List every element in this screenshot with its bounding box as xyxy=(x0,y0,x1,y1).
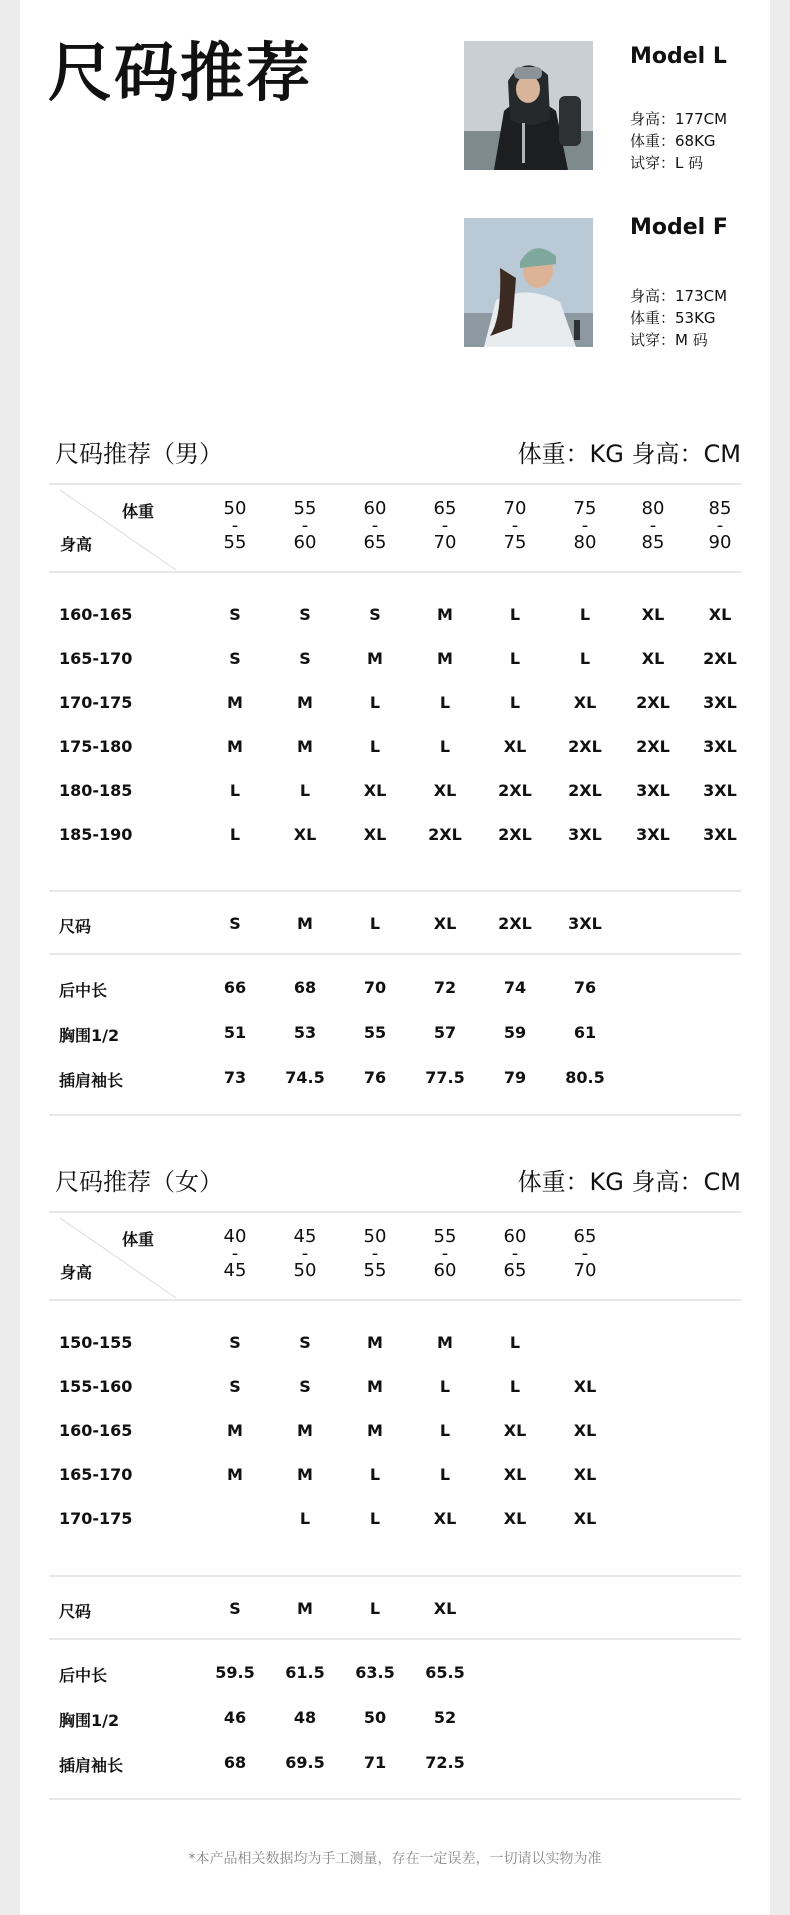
size-cell: M xyxy=(367,649,383,668)
women-measure-label: 胸围1/2 xyxy=(59,1711,120,1730)
men-row-height: 185-190 xyxy=(59,825,133,844)
weight-top: 85 xyxy=(708,498,732,519)
measure-size-header: XL xyxy=(433,1599,457,1618)
model-f-name: Model F xyxy=(630,215,728,240)
measure-size-header: L xyxy=(369,1599,381,1618)
weight-top: 65 xyxy=(573,1226,597,1247)
size-cell: M xyxy=(367,1333,383,1352)
model-f-weight: 体重：53KG xyxy=(630,309,716,327)
size-cell: XL xyxy=(573,1465,597,1484)
men-weight-range xyxy=(504,500,527,551)
men-units: 体重：KG 身高：CM xyxy=(517,440,741,468)
size-cell: M xyxy=(437,605,453,624)
size-cell: 2XL xyxy=(568,781,602,800)
size-cell: 3XL xyxy=(568,825,602,844)
men-weight-range xyxy=(364,500,387,551)
size-cell: L xyxy=(509,1333,521,1352)
women-weight-range xyxy=(574,1228,597,1279)
men-weight-range xyxy=(224,500,247,551)
women-divider-header xyxy=(49,1299,741,1301)
measure-value: 74.5 xyxy=(285,1068,325,1087)
men-divider-top xyxy=(49,483,741,485)
size-cell: 2XL xyxy=(636,693,670,712)
weight-bottom: 90 xyxy=(708,532,732,553)
measure-value: 79 xyxy=(503,1068,527,1087)
weight-dash: - xyxy=(371,515,379,536)
size-cell: 3XL xyxy=(636,781,670,800)
weight-dash: - xyxy=(581,515,589,536)
weight-dash: - xyxy=(371,1243,379,1264)
weight-bottom: 65 xyxy=(363,532,387,553)
model-l-fit: 试穿：L 码 xyxy=(630,154,704,172)
men-row-height: 160-165 xyxy=(59,605,133,624)
size-cell: XL xyxy=(503,737,527,756)
size-cell: L xyxy=(579,649,591,668)
size-cell: S xyxy=(229,1333,241,1352)
model-l-name: Model L xyxy=(630,44,727,69)
weight-dash: - xyxy=(231,515,239,536)
size-cell: M xyxy=(297,1421,313,1440)
size-cell: L xyxy=(579,605,591,624)
size-cell: L xyxy=(439,1465,451,1484)
size-cell: M xyxy=(437,1333,453,1352)
size-cell: L xyxy=(369,693,381,712)
model-f-fit: 试穿：M 码 xyxy=(630,331,708,349)
size-cell: L xyxy=(439,693,451,712)
size-cell: L xyxy=(509,693,521,712)
measure-value: 74 xyxy=(503,978,527,997)
weight-top: 60 xyxy=(503,1226,527,1247)
weight-bottom: 65 xyxy=(503,1260,527,1281)
size-cell: XL xyxy=(363,825,387,844)
weight-top: 50 xyxy=(223,498,247,519)
size-cell: M xyxy=(227,1421,243,1440)
women-row-height: 150-155 xyxy=(59,1333,133,1352)
women-row-height: 165-170 xyxy=(59,1465,133,1484)
weight-dash: - xyxy=(301,1243,309,1264)
women-row-height: 160-165 xyxy=(59,1421,133,1440)
weight-bottom: 70 xyxy=(573,1260,597,1281)
size-cell: S xyxy=(229,605,241,624)
weight-top: 70 xyxy=(503,498,527,519)
men-measure-label: 插肩袖长 xyxy=(59,1071,124,1090)
weight-top: 75 xyxy=(573,498,597,519)
size-cell: XL xyxy=(433,1509,457,1528)
size-cell: 3XL xyxy=(703,737,737,756)
women-divider-measure xyxy=(49,1638,741,1640)
size-cell: XL xyxy=(433,781,457,800)
women-row-height: 170-175 xyxy=(59,1509,133,1528)
size-cell: S xyxy=(229,1377,241,1396)
weight-bottom: 85 xyxy=(641,532,665,553)
size-cell: XL xyxy=(641,649,665,668)
weight-bottom: 80 xyxy=(573,532,597,553)
size-cell: L xyxy=(299,1509,311,1528)
measure-value: 52 xyxy=(433,1708,457,1727)
measure-value: 46 xyxy=(223,1708,247,1727)
size-cell: XL xyxy=(573,1421,597,1440)
size-cell: S xyxy=(229,649,241,668)
measure-value: 68 xyxy=(223,1753,247,1772)
weight-dash: - xyxy=(511,515,519,536)
size-cell: L xyxy=(509,605,521,624)
women-corner-height: 身高 xyxy=(60,1263,93,1282)
size-cell: 2XL xyxy=(498,825,532,844)
size-cell: M xyxy=(297,693,313,712)
men-section-title: 尺码推荐（男） xyxy=(55,440,223,468)
measure-value: 80.5 xyxy=(565,1068,605,1087)
women-divider-bottom xyxy=(49,1798,741,1800)
size-cell: 3XL xyxy=(703,825,737,844)
weight-bottom: 75 xyxy=(503,532,527,553)
size-cell: XL xyxy=(363,781,387,800)
size-cell: 2XL xyxy=(428,825,462,844)
measure-value: 55 xyxy=(363,1023,387,1042)
size-cell: L xyxy=(299,781,311,800)
women-divider-top xyxy=(49,1211,741,1213)
size-cell: XL xyxy=(293,825,317,844)
men-corner-diagonal xyxy=(60,490,180,572)
measure-value: 73 xyxy=(223,1068,247,1087)
measure-value: 61 xyxy=(573,1023,597,1042)
weight-bottom: 55 xyxy=(363,1260,387,1281)
weight-dash: - xyxy=(441,515,449,536)
size-cell: XL xyxy=(573,1509,597,1528)
size-cell: 3XL xyxy=(703,693,737,712)
model-f-height: 身高：173CM xyxy=(630,287,728,305)
size-cell: 2XL xyxy=(703,649,737,668)
measure-value: 65.5 xyxy=(425,1663,465,1682)
measure-size-header: S xyxy=(229,914,241,933)
men-measure-size-label: 尺码 xyxy=(59,917,92,936)
measure-size-header: M xyxy=(297,1599,313,1618)
women-measure-label: 后中长 xyxy=(59,1666,108,1685)
women-weight-range xyxy=(364,1228,387,1279)
measure-value: 70 xyxy=(363,978,387,997)
men-weight-range xyxy=(434,500,457,551)
men-weight-range xyxy=(642,500,665,551)
men-row-height: 170-175 xyxy=(59,693,133,712)
size-cell: M xyxy=(297,1465,313,1484)
size-cell: S xyxy=(299,605,311,624)
measure-value: 72 xyxy=(433,978,457,997)
size-cell: M xyxy=(367,1421,383,1440)
men-weight-range xyxy=(294,500,317,551)
size-cell: XL xyxy=(503,1509,527,1528)
measure-value: 76 xyxy=(573,978,597,997)
weight-bottom: 45 xyxy=(223,1260,247,1281)
size-cell: XL xyxy=(641,605,665,624)
size-cell: L xyxy=(369,737,381,756)
measure-value: 59.5 xyxy=(215,1663,255,1682)
size-cell: XL xyxy=(573,1377,597,1396)
measure-size-header: 2XL xyxy=(498,914,532,933)
weight-dash: - xyxy=(231,1243,239,1264)
measure-value: 69.5 xyxy=(285,1753,325,1772)
men-corner-weight: 体重 xyxy=(122,502,155,521)
size-cell: XL xyxy=(573,693,597,712)
measure-value: 77.5 xyxy=(425,1068,465,1087)
men-row-height: 180-185 xyxy=(59,781,133,800)
measure-size-header: L xyxy=(369,914,381,933)
measure-value: 66 xyxy=(223,978,247,997)
weight-top: 45 xyxy=(293,1226,317,1247)
page-title: 尺码推荐 xyxy=(48,37,312,111)
measure-value: 61.5 xyxy=(285,1663,325,1682)
measure-size-header: XL xyxy=(433,914,457,933)
weight-bottom: 60 xyxy=(293,532,317,553)
size-cell: 2XL xyxy=(636,737,670,756)
measure-value: 57 xyxy=(433,1023,457,1042)
women-measure-label: 插肩袖长 xyxy=(59,1756,124,1775)
footnote: *本产品相关数据均为手工测量，存在一定误差，一切请以实物为准 xyxy=(188,1851,602,1867)
size-cell: L xyxy=(369,1465,381,1484)
size-cell: L xyxy=(509,1377,521,1396)
women-corner-weight: 体重 xyxy=(122,1230,155,1249)
size-cell: M xyxy=(437,649,453,668)
measure-value: 71 xyxy=(363,1753,387,1772)
weight-top: 50 xyxy=(363,1226,387,1247)
measure-value: 68 xyxy=(293,978,317,997)
women-weight-range xyxy=(294,1228,317,1279)
size-cell: S xyxy=(299,1333,311,1352)
men-divider-header xyxy=(49,571,741,573)
weight-top: 60 xyxy=(363,498,387,519)
measure-value: 63.5 xyxy=(355,1663,395,1682)
weight-dash: - xyxy=(716,515,724,536)
size-cell: L xyxy=(439,1377,451,1396)
women-section-title: 尺码推荐（女） xyxy=(55,1168,223,1196)
men-divider-grid xyxy=(49,890,741,892)
size-cell: L xyxy=(369,1509,381,1528)
measure-value: 51 xyxy=(223,1023,247,1042)
weight-dash: - xyxy=(649,515,657,536)
women-weight-range xyxy=(224,1228,247,1279)
men-corner-height: 身高 xyxy=(60,535,93,554)
size-cell: M xyxy=(297,737,313,756)
model-l-photo xyxy=(464,41,593,170)
weight-dash: - xyxy=(301,515,309,536)
size-cell: M xyxy=(227,737,243,756)
weight-top: 55 xyxy=(293,498,317,519)
women-measure-size-label: 尺码 xyxy=(59,1602,92,1621)
measure-value: 59 xyxy=(503,1023,527,1042)
men-divider-measure xyxy=(49,953,741,955)
weight-dash: - xyxy=(581,1243,589,1264)
model-f-photo xyxy=(464,218,593,347)
weight-bottom: 70 xyxy=(433,532,457,553)
measure-value: 76 xyxy=(363,1068,387,1087)
size-cell: 2XL xyxy=(498,781,532,800)
measure-value: 72.5 xyxy=(425,1753,465,1772)
women-units: 体重：KG 身高：CM xyxy=(517,1168,741,1196)
measure-size-header: S xyxy=(229,1599,241,1618)
measure-size-header: M xyxy=(297,914,313,933)
weight-bottom: 60 xyxy=(433,1260,457,1281)
weight-bottom: 55 xyxy=(223,532,247,553)
measure-value: 53 xyxy=(293,1023,317,1042)
model-l-height: 身高：177CM xyxy=(630,110,728,128)
size-cell: M xyxy=(227,693,243,712)
men-measure-label: 后中长 xyxy=(59,981,108,1000)
size-cell: L xyxy=(229,825,241,844)
page xyxy=(20,0,770,1915)
size-cell: L xyxy=(509,649,521,668)
measure-value: 50 xyxy=(363,1708,387,1727)
weight-top: 80 xyxy=(641,498,665,519)
size-cell: S xyxy=(369,605,381,624)
size-cell: S xyxy=(299,649,311,668)
women-weight-range xyxy=(434,1228,457,1279)
size-cell: M xyxy=(367,1377,383,1396)
size-cell: L xyxy=(229,781,241,800)
measure-value: 48 xyxy=(293,1708,317,1727)
size-cell: 2XL xyxy=(568,737,602,756)
size-cell: S xyxy=(299,1377,311,1396)
men-row-height: 165-170 xyxy=(59,649,133,668)
measure-size-header: 3XL xyxy=(568,914,602,933)
men-weight-range xyxy=(709,500,732,551)
men-measure-label: 胸围1/2 xyxy=(59,1026,120,1045)
size-cell: M xyxy=(227,1465,243,1484)
women-weight-range xyxy=(504,1228,527,1279)
women-row-height: 155-160 xyxy=(59,1377,133,1396)
size-cell: 3XL xyxy=(703,781,737,800)
weight-dash: - xyxy=(441,1243,449,1264)
men-divider-bottom xyxy=(49,1114,741,1116)
model-l-weight: 体重：68KG xyxy=(630,132,716,150)
weight-dash: - xyxy=(511,1243,519,1264)
women-divider-grid xyxy=(49,1575,741,1577)
weight-top: 55 xyxy=(433,1226,457,1247)
weight-top: 40 xyxy=(223,1226,247,1247)
size-cell: XL xyxy=(503,1465,527,1484)
men-row-height: 175-180 xyxy=(59,737,133,756)
size-cell: 3XL xyxy=(636,825,670,844)
weight-bottom: 50 xyxy=(293,1260,317,1281)
size-cell: XL xyxy=(503,1421,527,1440)
women-corner-diagonal xyxy=(60,1218,180,1300)
size-cell: XL xyxy=(708,605,732,624)
men-weight-range xyxy=(574,500,597,551)
size-cell: L xyxy=(439,737,451,756)
size-cell: L xyxy=(439,1421,451,1440)
weight-top: 65 xyxy=(433,498,457,519)
